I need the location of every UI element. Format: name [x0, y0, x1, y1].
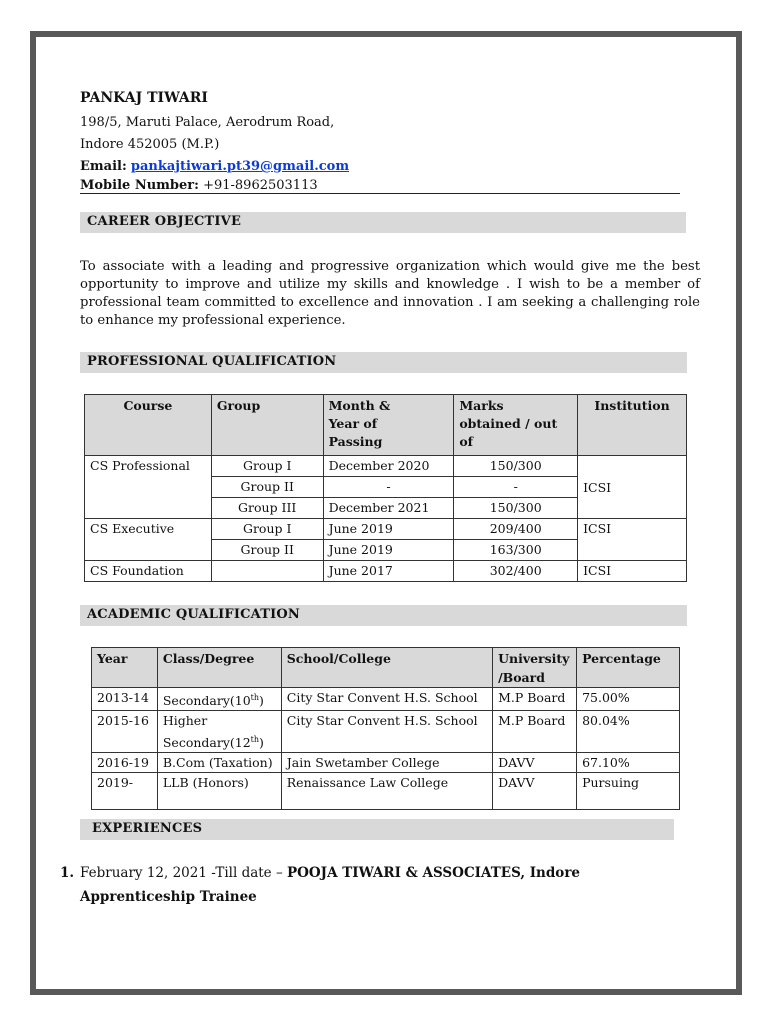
academic-qualification-heading: [80, 605, 687, 626]
degree-end: ): [259, 735, 264, 751]
cell-year: 2013-14: [92, 688, 158, 711]
cell-group: Group I: [211, 456, 323, 477]
cell-month: -: [323, 477, 454, 498]
email-row: [80, 158, 349, 176]
table-row: [85, 519, 687, 540]
table-row: [85, 561, 687, 582]
cell-board: M.P Board: [493, 688, 577, 711]
table-header-row: [85, 395, 687, 456]
col-year: Year: [92, 648, 158, 688]
cell-degree: LLB (Honors): [157, 773, 281, 810]
cell-school: Renaissance Law College: [281, 773, 492, 810]
cell-month: June 2019: [323, 519, 454, 540]
col-marks: [454, 395, 578, 456]
cell-marks: 150/300: [454, 498, 578, 519]
cell-year: 2019-: [92, 773, 158, 810]
career-objective-text: To associate with a leading and progressive organization which would give me the best opportunity to improve and utilize my skills and knowledge . I wish to be a member of professional team committed to excellence and innovation . I am seeking a challenging role to enhance my professional experience.: [80, 259, 700, 328]
degree-end: ): [259, 693, 264, 709]
col-month-line: Passing: [328, 434, 383, 449]
cell-marks: -: [454, 477, 578, 498]
experience-text: [80, 861, 580, 909]
col-percentage: Percentage: [577, 648, 680, 688]
col-month-line: Year of: [328, 416, 378, 431]
col-degree: Class/Degree: [157, 648, 281, 688]
cell-percentage: 67.10%: [577, 753, 680, 773]
cell-board: DAVV: [493, 773, 577, 810]
cell-percentage: 80.04%: [577, 711, 680, 753]
table-row: [92, 688, 680, 711]
cell-month: December 2021: [323, 498, 454, 519]
degree-text: Secondary(10: [162, 693, 251, 709]
cell-marks: 302/400: [454, 561, 578, 582]
cell-board: M.P Board: [493, 711, 577, 753]
section-title: ACADEMIC QUALIFICATION: [87, 607, 301, 622]
cell-institution: ICSI: [578, 561, 687, 582]
degree-line: [163, 730, 276, 752]
experience-date: February 12, 2021 -Till date –: [80, 865, 288, 881]
table-row: [85, 456, 687, 477]
cell-degree: B.Com (Taxation): [157, 753, 281, 773]
col-marks-line: Marks: [459, 398, 504, 413]
mobile-label: Mobile Number:: [80, 178, 199, 193]
col-course: Course: [85, 395, 212, 456]
cell-course: CS Foundation: [85, 561, 212, 582]
cell-degree: [157, 688, 281, 711]
professional-qualification-heading: [80, 352, 687, 373]
cell-school: City Star Convent H.S. School: [281, 711, 492, 753]
cell-institution: ICSI: [578, 519, 687, 561]
section-title: EXPERIENCES: [92, 821, 203, 836]
degree-sup: th: [250, 735, 260, 745]
cell-month: December 2020: [323, 456, 454, 477]
academic-qualification-table: [91, 647, 680, 810]
col-marks-line: of: [459, 434, 474, 449]
col-month-line: Month &: [328, 398, 391, 413]
cell-course: CS Executive: [85, 519, 212, 561]
col-board-line: /Board: [498, 670, 545, 685]
cell-group: Group II: [211, 540, 323, 561]
cell-degree: [157, 711, 281, 753]
table-row: [92, 773, 680, 810]
address-line-1: 198/5, Maruti Palace, Aerodrum Road,: [80, 115, 335, 130]
address-line-2: Indore 452005 (M.P.): [80, 137, 220, 152]
degree-text: Secondary(12: [162, 735, 251, 751]
section-title: CAREER OBJECTIVE: [87, 214, 242, 229]
cell-marks: 150/300: [454, 456, 578, 477]
cell-group: Group I: [211, 519, 323, 540]
experience-employer: POOJA TIWARI & ASSOCIATES, Indore: [287, 865, 581, 881]
experience-role: Apprenticeship Trainee: [80, 889, 257, 905]
degree-sup: th: [250, 693, 260, 702]
cell-group: Group II: [211, 477, 323, 498]
cell-course: CS Professional: [85, 456, 212, 519]
career-objective-heading: [80, 212, 686, 233]
cell-month: June 2017: [323, 561, 454, 582]
experiences-heading: [80, 819, 674, 840]
mobile-number: +91-8962503113: [203, 178, 318, 193]
candidate-name: PANKAJ TIWARI: [80, 90, 208, 106]
cell-institution: ICSI: [578, 456, 687, 519]
table-row: [92, 753, 680, 773]
col-month-year: [323, 395, 454, 456]
cell-percentage: Pursuing: [577, 773, 680, 810]
cell-group: Group III: [211, 498, 323, 519]
professional-qualification-table: [84, 394, 687, 582]
cell-school: City Star Convent H.S. School: [281, 688, 492, 711]
cell-group: [211, 561, 323, 582]
col-group: Group: [211, 395, 323, 456]
cell-year: 2015-16: [92, 711, 158, 753]
email-label: Email:: [80, 159, 127, 174]
cell-marks: 209/400: [454, 519, 578, 540]
degree-line: Higher: [162, 713, 208, 729]
cell-year: 2016-19: [92, 753, 158, 773]
cell-marks: 163/300: [454, 540, 578, 561]
col-board: [493, 648, 577, 688]
table-header-row: [92, 648, 680, 688]
col-school: School/College: [281, 648, 492, 688]
cell-month: June 2019: [323, 540, 454, 561]
cell-percentage: 75.00%: [577, 688, 680, 711]
col-board-line: University: [498, 651, 570, 666]
header-divider: [80, 193, 680, 194]
section-title: PROFESSIONAL QUALIFICATION: [87, 354, 337, 369]
email-link[interactable]: pankajtiwari.pt39@gmail.com: [130, 159, 350, 174]
cell-school: Jain Swetamber College: [281, 753, 492, 773]
col-institution: Institution: [578, 395, 687, 456]
cell-board: DAVV: [493, 753, 577, 773]
table-row: [92, 711, 680, 753]
col-marks-line: obtained / out: [459, 416, 558, 431]
experience-number: 1.: [60, 865, 75, 881]
